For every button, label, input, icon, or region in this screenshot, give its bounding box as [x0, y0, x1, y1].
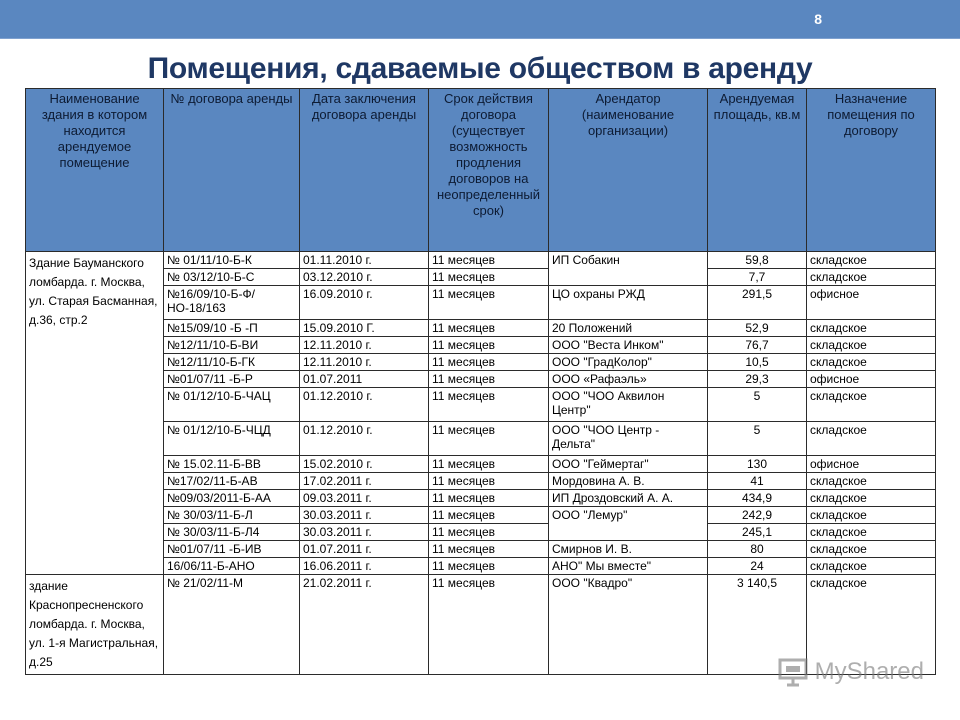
tenant-cell: ООО "ЧОО Аквилон Центр": [549, 388, 708, 422]
contract-cell: № 01/11/10-Б-К: [164, 252, 300, 269]
area-cell: 29,3: [708, 371, 807, 388]
purpose-cell: складское: [807, 354, 936, 371]
date-cell: 01.07.2011 г.: [300, 541, 429, 558]
area-cell: 24: [708, 558, 807, 575]
watermark: [777, 656, 924, 688]
contract-cell: №15/09/10 -Б -П: [164, 320, 300, 337]
date-cell: 30.03.2011 г.: [300, 507, 429, 524]
header-term: Срок действия договора (существует возможность продления договоров на неопределенный срок): [429, 89, 549, 252]
header-date: Дата заключения договора аренды: [300, 89, 429, 252]
purpose-cell: складское: [807, 507, 936, 524]
area-cell: 5: [708, 388, 807, 422]
tenant-cell: ИП Собакин: [549, 252, 708, 286]
term-cell: 11 месяцев: [429, 286, 549, 320]
purpose-cell: складское: [807, 473, 936, 490]
term-cell: 11 месяцев: [429, 473, 549, 490]
tenant-cell: 20 Положений: [549, 320, 708, 337]
rental-table: [25, 88, 936, 675]
purpose-cell: складское: [807, 524, 936, 541]
area-cell: 7,7: [708, 269, 807, 286]
tenant-cell: ООО "ЧОО Центр - Дельта": [549, 422, 708, 456]
tenant-cell: ООО "Веста Инком": [549, 337, 708, 354]
term-cell: 11 месяцев: [429, 507, 549, 524]
area-cell: 59,8: [708, 252, 807, 269]
date-cell: 12.11.2010 г.: [300, 337, 429, 354]
date-cell: 09.03.2011 г.: [300, 490, 429, 507]
tenant-cell: ООО "Лемур": [549, 507, 708, 541]
contract-cell: № 01/12/10-Б-ЧАЦ: [164, 388, 300, 422]
purpose-cell: складское: [807, 575, 936, 675]
term-cell: 11 месяцев: [429, 490, 549, 507]
area-cell: 5: [708, 422, 807, 456]
purpose-cell: офисное: [807, 286, 936, 320]
purpose-cell: складское: [807, 320, 936, 337]
term-cell: 11 месяцев: [429, 269, 549, 286]
area-cell: 3 140,5: [708, 575, 807, 675]
contract-cell: №16/09/10-Б-Ф/НО-18/163: [164, 286, 300, 320]
date-cell: 01.12.2010 г.: [300, 422, 429, 456]
purpose-cell: складское: [807, 422, 936, 456]
date-cell: 16.06.2011 г.: [300, 558, 429, 575]
purpose-cell: складское: [807, 388, 936, 422]
term-cell: 11 месяцев: [429, 456, 549, 473]
building-cell-1: Здание Бауманского ломбарда. г. Москва, ул. Старая Басманная, д.36, стр.2: [26, 252, 164, 575]
contract-cell: №09/03/2011-Б-АА: [164, 490, 300, 507]
term-cell: 11 месяцев: [429, 524, 549, 541]
term-cell: 11 месяцев: [429, 337, 549, 354]
term-cell: 11 месяцев: [429, 371, 549, 388]
contract-cell: № 03/12/10-Б-С: [164, 269, 300, 286]
tenant-cell: Мордовина А. В.: [549, 473, 708, 490]
date-cell: 12.11.2010 г.: [300, 354, 429, 371]
presentation-icon: [777, 656, 809, 688]
watermark-text: MyShared: [814, 658, 924, 685]
area-cell: 41: [708, 473, 807, 490]
contract-cell: № 21/02/11-М: [164, 575, 300, 675]
date-cell: 15.02.2010 г.: [300, 456, 429, 473]
top-bar: [0, 0, 960, 39]
tenant-cell: ИП Дроздовский А. А.: [549, 490, 708, 507]
tenant-cell: ООО "Квадро": [549, 575, 708, 675]
area-cell: 52,9: [708, 320, 807, 337]
date-cell: 15.09.2010 Г.: [300, 320, 429, 337]
contract-cell: № 30/03/11-Б-Л: [164, 507, 300, 524]
purpose-cell: складское: [807, 337, 936, 354]
area-cell: 80: [708, 541, 807, 558]
header-purpose: Назначение помещения по договору: [807, 89, 936, 252]
area-cell: 76,7: [708, 337, 807, 354]
header-area: Арендуемая площадь, кв.м: [708, 89, 807, 252]
tenant-cell: ООО "Геймертаг": [549, 456, 708, 473]
purpose-cell: офисное: [807, 456, 936, 473]
contract-cell: № 30/03/11-Б-Л4: [164, 524, 300, 541]
tenant-cell: ООО «Рафаэль»: [549, 371, 708, 388]
purpose-cell: складское: [807, 269, 936, 286]
term-cell: 11 месяцев: [429, 422, 549, 456]
area-cell: 130: [708, 456, 807, 473]
date-cell: 01.11.2010 г.: [300, 252, 429, 269]
area-cell: 245,1: [708, 524, 807, 541]
page-number: 8: [814, 11, 822, 27]
purpose-cell: складское: [807, 558, 936, 575]
term-cell: 11 месяцев: [429, 558, 549, 575]
term-cell: 11 месяцев: [429, 354, 549, 371]
area-cell: 434,9: [708, 490, 807, 507]
contract-cell: 16/06/11-Б-АНО: [164, 558, 300, 575]
contract-cell: №01/07/11 -Б-Р: [164, 371, 300, 388]
term-cell: 11 месяцев: [429, 575, 549, 675]
date-cell: 21.02.2011 г.: [300, 575, 429, 675]
term-cell: 11 месяцев: [429, 388, 549, 422]
slide-title: Помещения, сдаваемые обществом в аренду: [147, 52, 813, 85]
date-cell: 03.12.2010 г.: [300, 269, 429, 286]
tenant-cell: ЦО охраны РЖД: [549, 286, 708, 320]
purpose-cell: складское: [807, 252, 936, 269]
term-cell: 11 месяцев: [429, 541, 549, 558]
header-tenant: Арендатор (наименование организации): [549, 89, 708, 252]
contract-cell: № 01/12/10-Б-ЧЦД: [164, 422, 300, 456]
date-cell: 01.07.2011: [300, 371, 429, 388]
contract-cell: №12/11/10-Б-ВИ: [164, 337, 300, 354]
tenant-cell: АНО" Мы вместе": [549, 558, 708, 575]
term-cell: 11 месяцев: [429, 320, 549, 337]
contract-cell: №12/11/10-Б-ГК: [164, 354, 300, 371]
date-cell: 30.03.2011 г.: [300, 524, 429, 541]
header-row: [26, 89, 936, 252]
area-cell: 291,5: [708, 286, 807, 320]
purpose-cell: складское: [807, 490, 936, 507]
purpose-cell: офисное: [807, 371, 936, 388]
contract-cell: №17/02/11-Б-АВ: [164, 473, 300, 490]
tenant-cell: Смирнов И. В.: [549, 541, 708, 558]
contract-cell: №01/07/11 -Б-ИВ: [164, 541, 300, 558]
table-row: [26, 252, 936, 269]
date-cell: 17.02.2011 г.: [300, 473, 429, 490]
area-cell: 242,9: [708, 507, 807, 524]
area-cell: 10,5: [708, 354, 807, 371]
header-contract: № договора аренды: [164, 89, 300, 252]
date-cell: 16.09.2010 г.: [300, 286, 429, 320]
building-cell-2: здание Краснопресненского ломбарда. г. Москва, ул. 1-я Магистральная, д.25: [26, 575, 164, 675]
date-cell: 01.12.2010 г.: [300, 388, 429, 422]
term-cell: 11 месяцев: [429, 252, 549, 269]
purpose-cell: складское: [807, 541, 936, 558]
header-building: Наименование здания в котором находится арендуемое помещение: [26, 89, 164, 252]
tenant-cell: ООО "ГрадКолор": [549, 354, 708, 371]
contract-cell: № 15.02.11-Б-ВВ: [164, 456, 300, 473]
